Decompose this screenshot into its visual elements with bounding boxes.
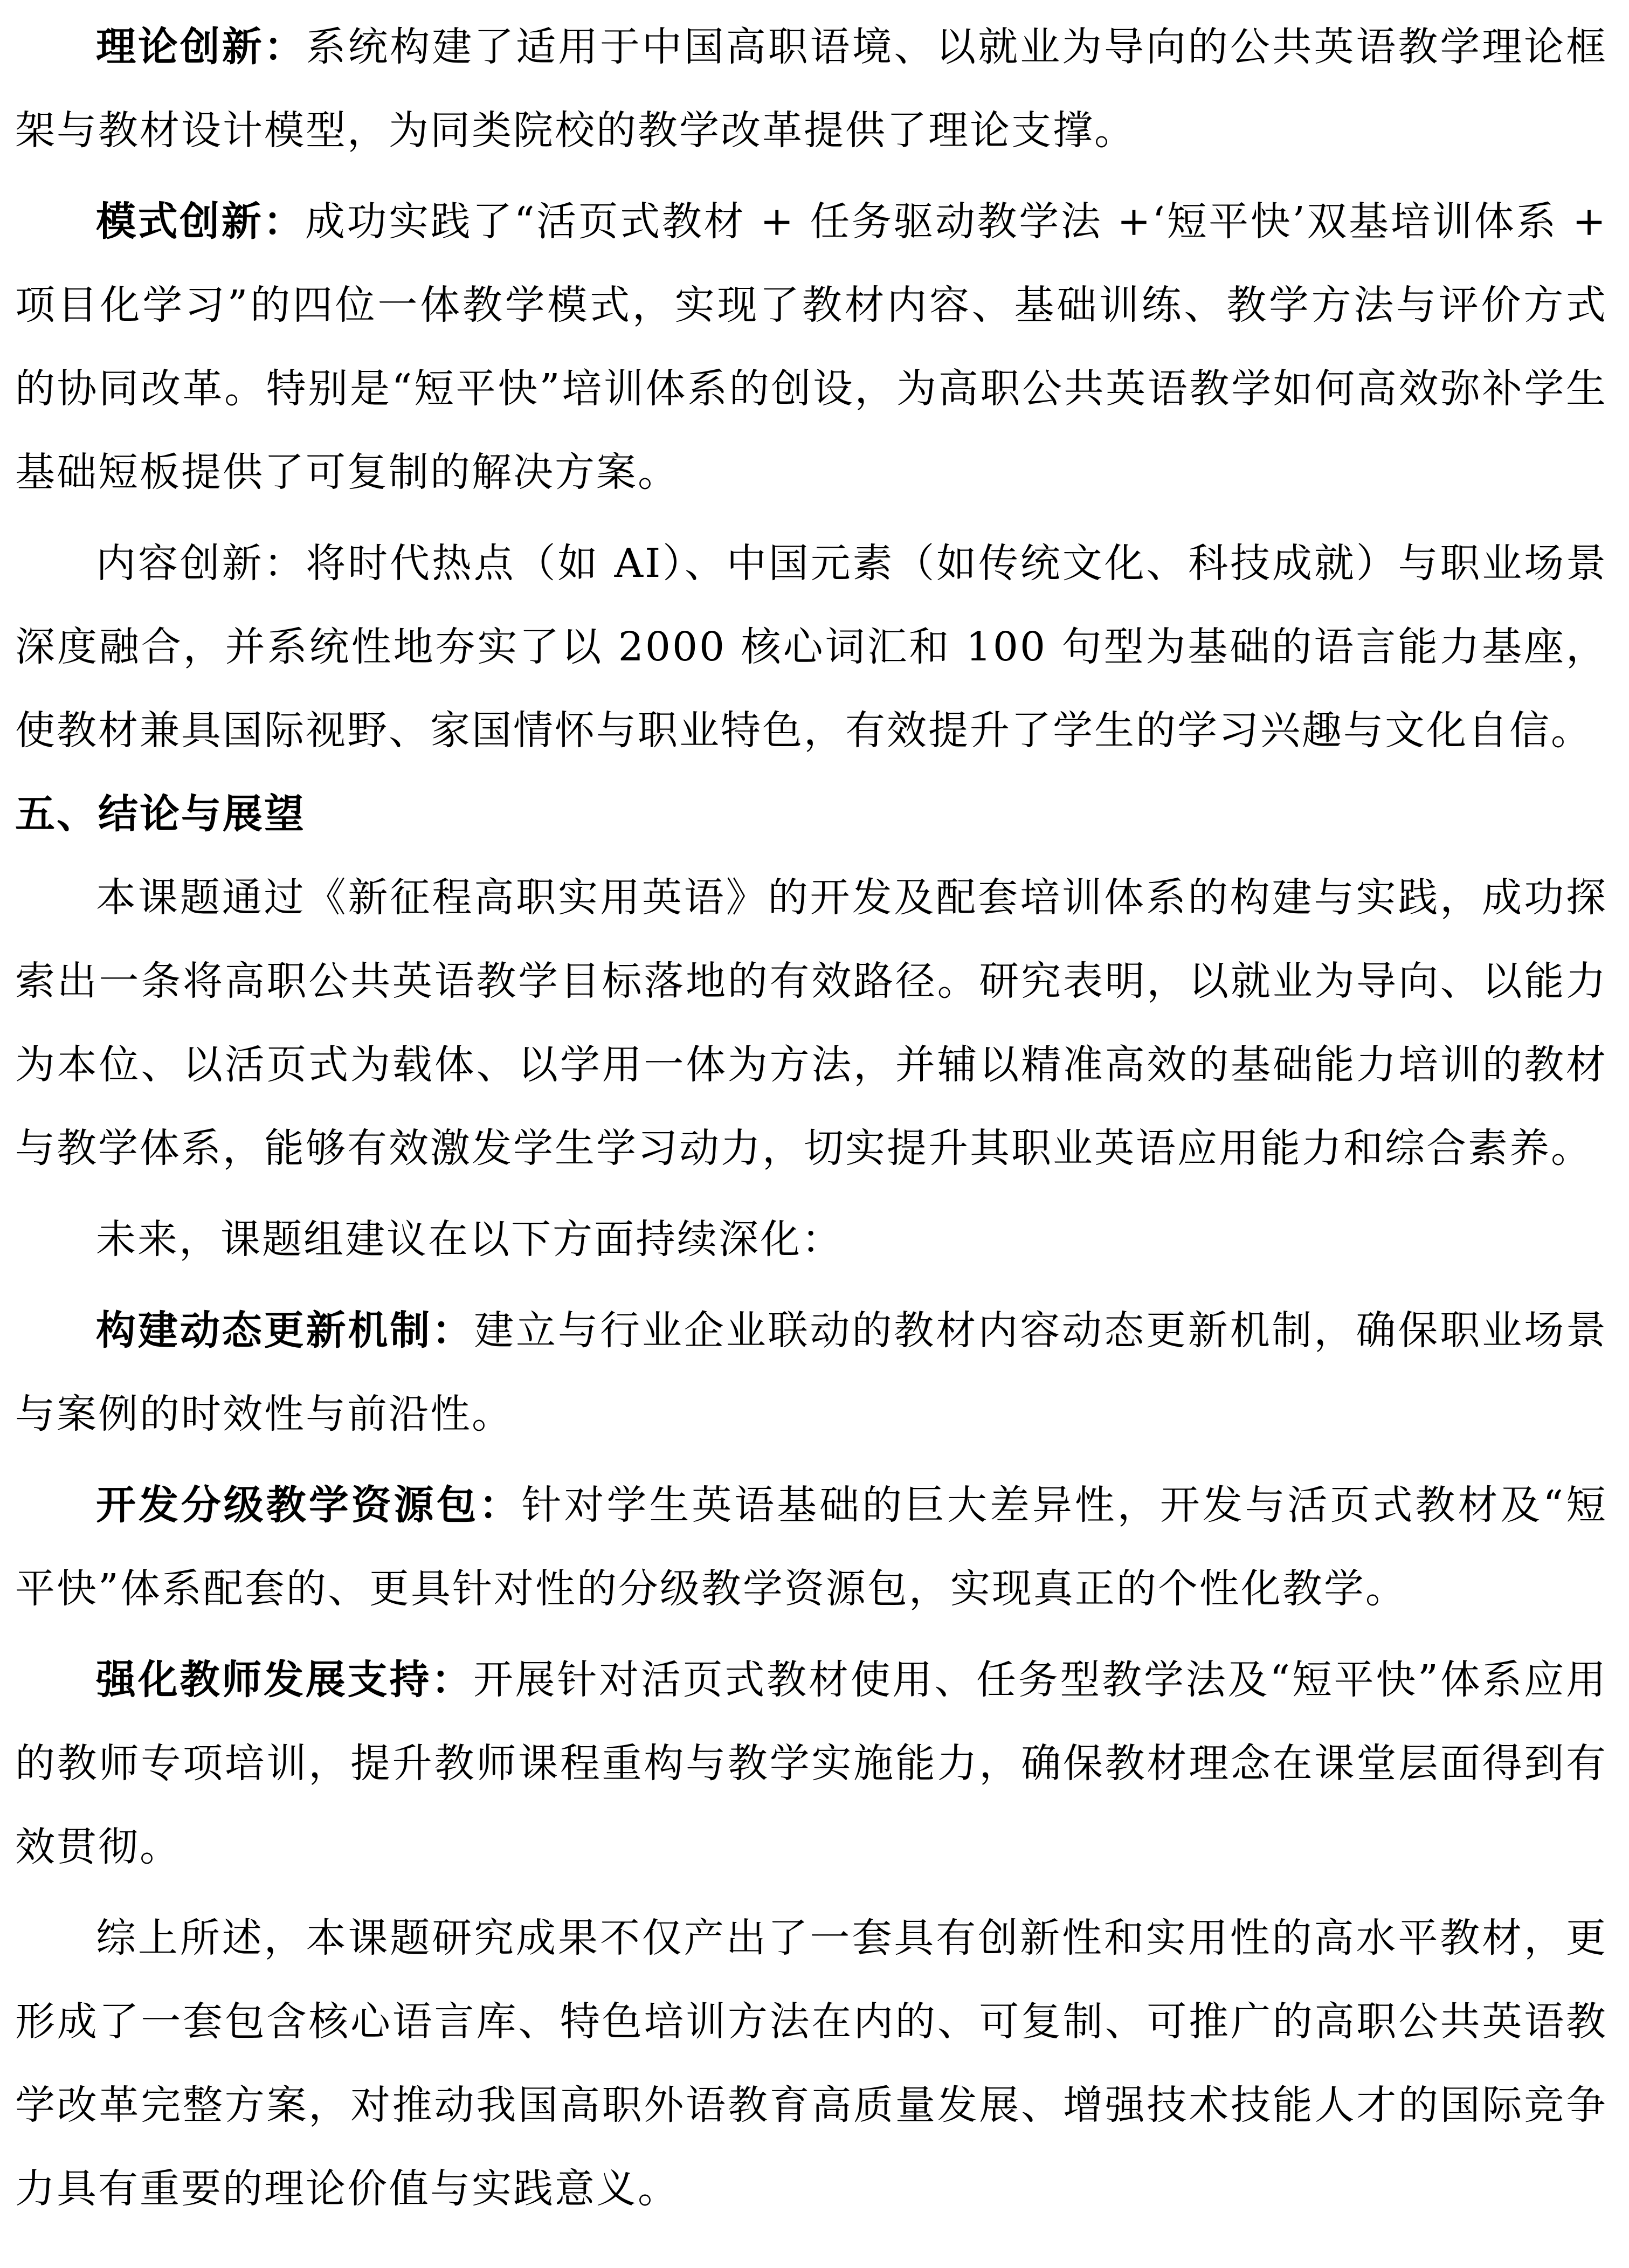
future-intro-paragraph: 未来，课题组建议在以下方面持续深化：: [96, 1216, 843, 1263]
innovation-model-paragraph: [15, 180, 1607, 514]
suggestion-teacher-support-text: 开展针对活页式教材使用、任务型教学法及“短平快”体系应用的教师专项培训，提升教师课程重构与教学实施能力，确保教材理念在课堂层面得到有效贯彻。: [15, 1657, 1607, 1870]
suggestion-dynamic-update-paragraph: [15, 1289, 1607, 1456]
innovation-model-lead: 模式创新：: [96, 198, 305, 245]
suggestion-resource-pack-paragraph: [15, 1464, 1607, 1631]
section-heading: 五、结论与展望: [15, 791, 306, 837]
innovation-theory-lead: 理论创新：: [96, 24, 306, 70]
innovation-theory-text: 系统构建了适用于中国高职语境、以就业为导向的公共英语教学理论框架与教材设计模型，为同类院校的教学改革提供了理论支撑。: [15, 24, 1608, 154]
suggestion-teacher-support-lead: 强化教师发展支持：: [96, 1657, 473, 1703]
suggestion-resource-pack-text: 针对学生英语基础的巨大差异性，开发与活页式教材及“短平快”体系配套的、更具针对性的分级教学资源包，实现真正的个性化教学。: [15, 1482, 1608, 1612]
summary-paragraph: 综上所述，本课题研究成果不仅产出了一套具有创新性和实用性的高水平教材，更形成了一套包含核心语言库、特色培训方法在内的、可复制、可推广的高职公共英语教学改革完整方案，对推动我国高职外语教育高质量发展、增强技术技能人才的国际竞争力具有重要的理论价值与实践意义。: [15, 1915, 1607, 2212]
conclusion-paragraph: 本课题通过《新征程高职实用英语》的开发及配套培训体系的构建与实践，成功探索出一条将高职公共英语教学目标落地的有效路径。研究表明，以就业为导向、以能力为本位、以活页式为载体、以学用一体为方法，并辅以精准高效的基础能力培训的教材与教学体系，能够有效激发学生学习动力，切实提升其职业英语应用能力和综合素养。: [15, 874, 1607, 1171]
suggestion-teacher-support-paragraph: [15, 1638, 1607, 1889]
suggestion-dynamic-update-lead: 构建动态更新机制：: [96, 1307, 474, 1354]
innovation-content-text: 内容创新：将时代热点（如 AI）、中国元素（如传统文化、科技成就）与职业场景深度融合，并系统性地夯实了以 2000 核心词汇和 100 句型为基础的语言能力基座，使教材兼具国际视野、家国情怀与职业特色，有效提升了学生的学习兴趣与文化自信。: [15, 540, 1607, 754]
innovation-theory-paragraph: [15, 5, 1607, 173]
suggestion-dynamic-update-text: 建立与行业企业联动的教材内容动态更新机制，确保职业场景与案例的时效性与前沿性。: [15, 1307, 1608, 1437]
innovation-content-paragraph: [15, 522, 1607, 773]
suggestion-resource-pack-lead: 开发分级教学资源包：: [96, 1482, 522, 1528]
innovation-model-text: 成功实践了“活页式教材 + 任务驱动教学法 +‘短平快’双基培训体系 + 项目化学习”的四位一体教学模式，实现了教材内容、基础训练、教学方法与评价方式的协同改革。特别是“短平快”培训体系的创设，为高职公共英语教学如何高效弥补学生基础短板提供了可复制的解决方案。: [15, 198, 1607, 495]
